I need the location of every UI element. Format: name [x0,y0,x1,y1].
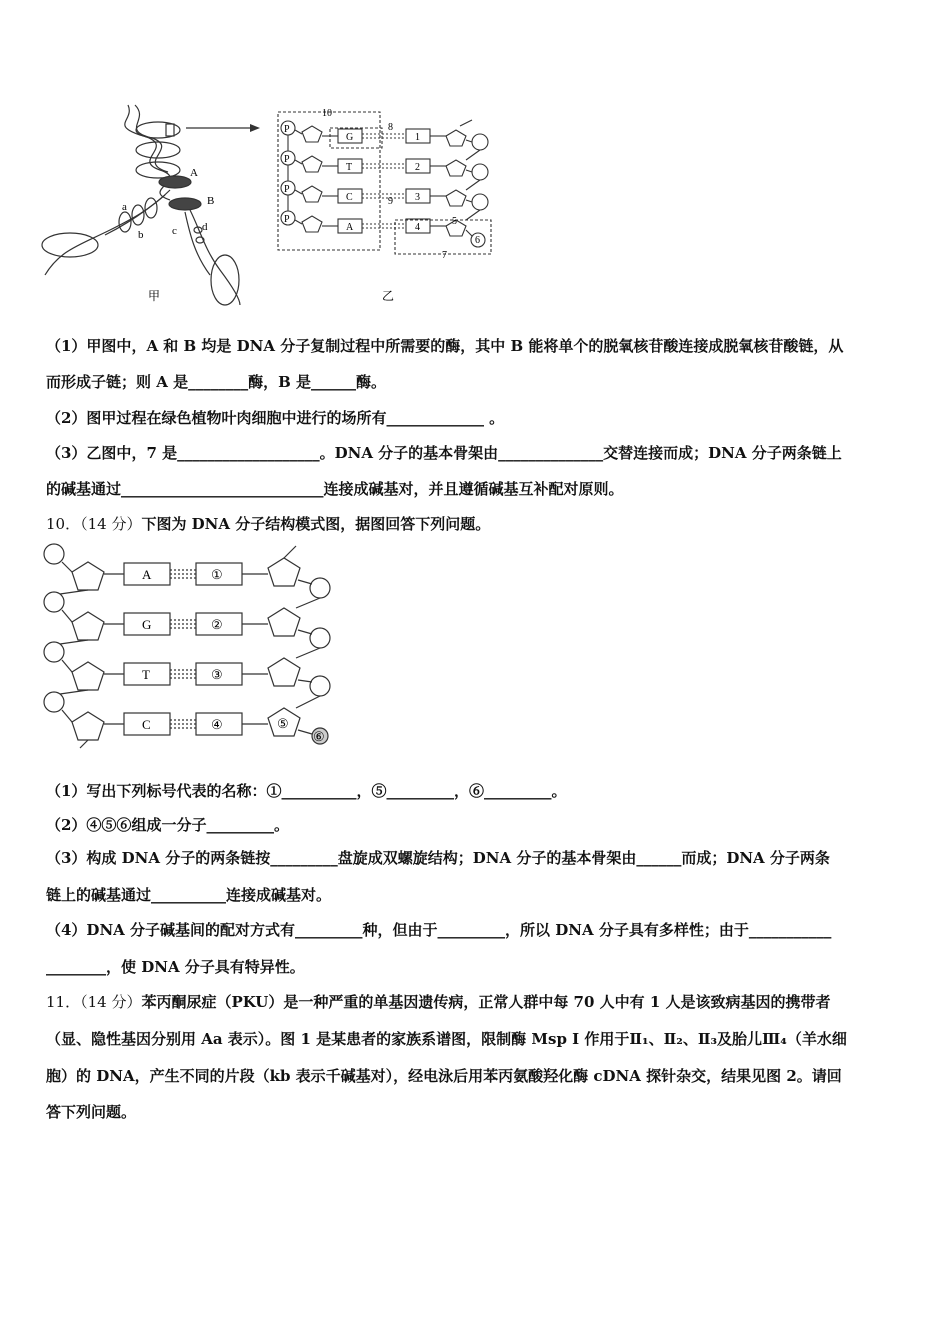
base-G: G [142,617,152,632]
p-label: P [284,214,290,225]
label-a: a [122,201,127,213]
label-5: 5 [452,216,457,227]
caption-jia: 甲 [148,289,161,303]
base-T: T [142,667,150,682]
q10-line-6: ________，使 DNA 分子具有特异性。 [46,958,305,976]
q10-line-5: （4）DNA 分子碱基间的配对方式有_________种，但由于_________，所以 DNA 分子具有多样性；由于___________ [46,921,832,939]
label-B: B [207,195,215,207]
q9-line-2: 而形成子链；则 A 是________酶，B 是______酶。 [46,373,386,391]
base-left-3: C [346,192,353,203]
label-A: A [190,167,198,179]
q10-number: 10．（14 分） [46,515,142,533]
q11-line-3: 胞）的 DNA，产生不同的片段（kb 表示千碱基对），经电泳后用苯丙氨酸羟化酶 cDNA 探针杂交，结果见图 2。请回 [46,1067,842,1085]
fig-yi-dna [278,112,491,254]
q10-line-2: （2）④⑤⑥组成一分子_________。 [46,816,289,834]
p-label: P [284,124,290,135]
base-left-1: G [346,132,354,143]
label-8: 8 [388,122,393,133]
q10-line-4: 链上的碱基通过__________连接成碱基对。 [46,886,332,904]
q11-line-2: （显、隐性基因分别用 Aa 表示）。图 1 是某患者的家族系谱图，限制酶 Msp I 作用于Ⅱ₁、Ⅱ₂、Ⅱ₃及胎儿Ⅲ₄（羊水细 [46,1030,847,1048]
base-num-2: ② [211,617,223,632]
base-left-4: A [346,222,354,233]
fig-yi-labels [284,108,480,261]
q9-line-4: （3）乙图中，7 是___________________。DNA 分子的基本骨架由______________交替连接而成；DNA 分子两条链上 [46,444,842,462]
q11-text-1: 苯丙酮尿症（PKU）是一种严重的单基因遗传病，正常人群中每 70 人中有 1 人是该致病基因的携带者 [141,993,831,1011]
base-right-1: 1 [415,132,420,143]
q11-number: 11．（14 分） [46,993,142,1011]
base-A: A [142,567,152,582]
label-d: d [202,221,208,233]
base-C: C [142,717,151,732]
base-num-3: ③ [211,667,223,682]
base-right-2: 2 [415,162,420,173]
base-num-1: ① [211,567,223,582]
sugar-num-5: ⑤ [277,716,289,731]
p-label: P [284,184,290,195]
q9-line-1: （1）甲图中，A 和 B 均是 DNA 分子复制过程中所需要的酶，其中 B 能将单个的脱氧核苷酸连接成脱氧核苷酸链，从 [46,337,844,355]
phosphate-num-6: ⑥ [313,729,325,744]
figure-dna-structure [40,540,340,755]
q10-line-3: （3）构成 DNA 分子的两条链按_________盘旋成双螺旋结构；DNA 分子的基本骨架由______而成；DNA 分子两条 [46,849,830,867]
p-label: P [284,154,290,165]
label-10: 10 [322,108,332,119]
caption-yi: 乙 [382,289,395,303]
q11-line-4: 答下列问题。 [46,1103,137,1121]
dna-structure-labels [142,567,325,744]
q10-title: 下图为 DNA 分子结构模式图，据图回答下列问题。 [141,515,491,533]
q10-line-1: （1）写出下列标号代表的名称：①__________，⑤_________，⑥_________。 [46,782,567,800]
base-right-4: 4 [415,222,420,233]
base-right-3: 3 [415,192,420,203]
arrow-head-icon [250,124,260,132]
label-7: 7 [442,250,447,261]
figure-jia-yi [40,100,510,310]
base-left-2: T [346,162,353,173]
q10-heading [46,514,904,534]
q9-line-3: （2）图甲过程在绿色植物叶肉细胞中进行的场所有_____________ 。 [46,409,505,427]
label-9: 9 [388,196,393,207]
label-b: b [138,229,144,241]
q11-line-1 [46,992,904,1012]
label-6: 6 [475,235,480,246]
base-num-4: ④ [211,717,223,732]
q9-line-5: 的碱基通过___________________________连接成碱基对，并且遵循碱基互补配对原则。 [46,480,624,498]
label-c: c [172,225,177,237]
